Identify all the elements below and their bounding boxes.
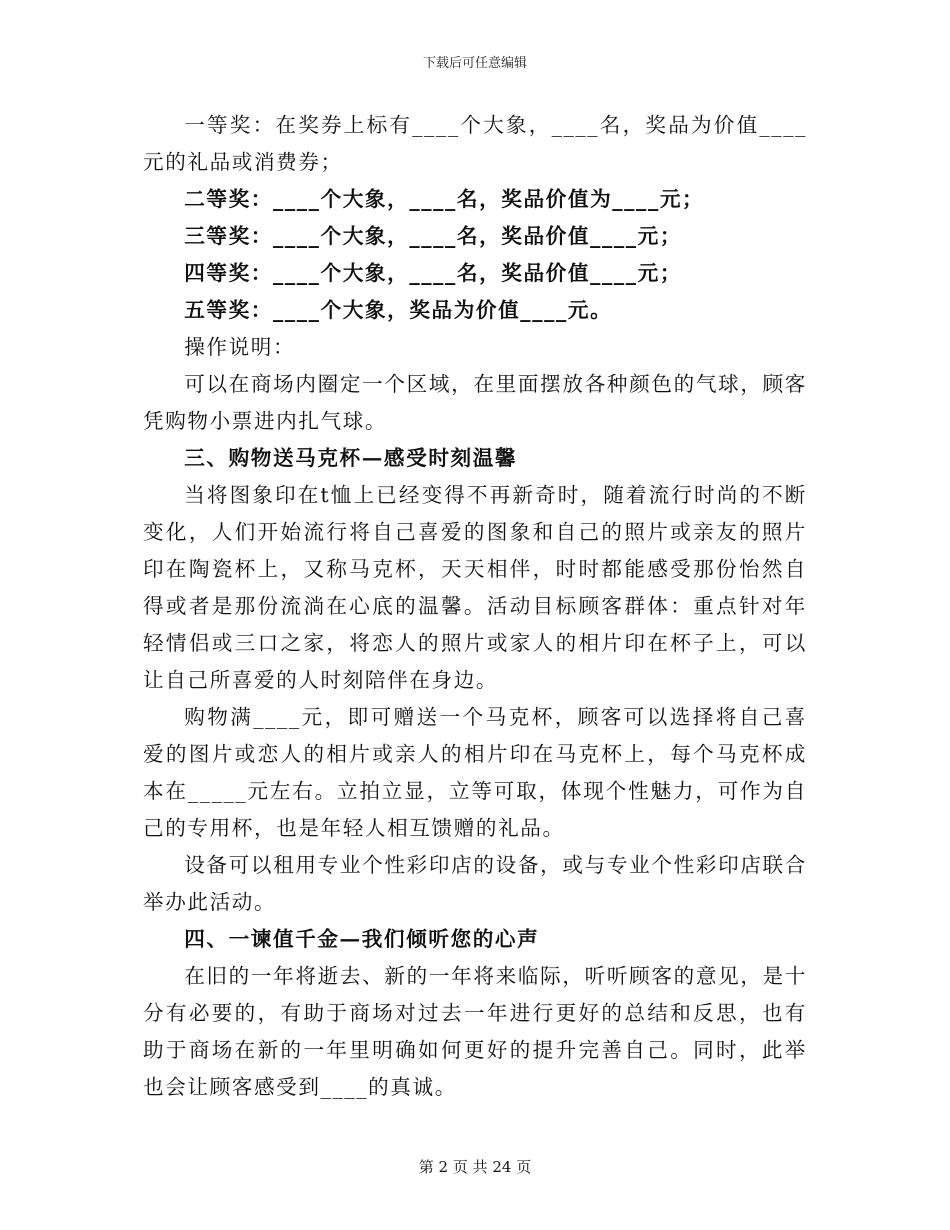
paragraph-first-prize: 一等奖：在奖券上标有____个大象，____名，奖品为价值____元的礼品或消费券； [143,113,807,174]
section-heading-3: 三、购物送马克杯—感受时刻温馨 [184,446,518,470]
section-heading-4: 四、一谏值千金—我们倾听您的心声 [184,927,540,951]
page-header: 下载后可任意编辑 [422,56,527,71]
paragraph-mug-offer: 购物满____元，即可赠送一个马克杯，顾客可以选择将自己喜爱的图片或恋人的相片或亲人的相片印在马克杯上，每个马克杯成本在_____元左右。立拍立显，立等可取，体现个性魅力，可作为自己的专用杯，也是年轻人相互馈赠的礼品。 [143,705,807,840]
page-number: 第 2 页 共 24 页 [418,1158,532,1176]
paragraph-operation-label: 操作说明： [184,335,296,359]
paragraph-mug-intro: 当将图象印在t恤上已经变得不再新奇时，随着流行时尚的不断变化，人们开始流行将自己喜爱的图象和自己的照片或亲友的照片印在陶瓷杯上，又称马克杯，天天相伴，时时都能感受那份怡然自得或者是那份流淌在心底的温馨。活动目标顾客群体：重点针对年轻情侣或三口之家，将恋人的照片或家人的相片印在杯子上，可以让自己所喜爱的人时刻陪伴在身边。 [143,483,807,692]
paragraph-third-prize: 三等奖：____个大象，____名，奖品价值____元； [184,224,683,248]
paragraph-fourth-prize: 四等奖：____个大象，____名，奖品价值____元； [184,261,683,285]
paragraph-second-prize: 二等奖：____个大象，____名，奖品价值为____元； [184,187,705,211]
paragraph-operation-desc: 可以在商场内圈定一个区域，在里面摆放各种颜色的气球，顾客凭购物小票进内扎气球。 [143,372,807,433]
paragraph-mug-equipment: 设备可以租用专业个性彩印店的设备，或与专业个性彩印店联合举办此活动。 [143,853,807,914]
paragraph-fifth-prize: 五等奖：____个大象，奖品为价值____元。 [184,298,613,322]
document-body [143,107,807,1106]
paragraph-feedback: 在旧的一年将逝去、新的一年将来临际，听听顾客的意见，是十分有必要的，有助于商场对过去一年进行更好的总结和反思，也有助于商场在新的一年里明确如何更好的提升完善自己。同时，此举也会让顾客感受到____的真诚。 [143,964,807,1099]
